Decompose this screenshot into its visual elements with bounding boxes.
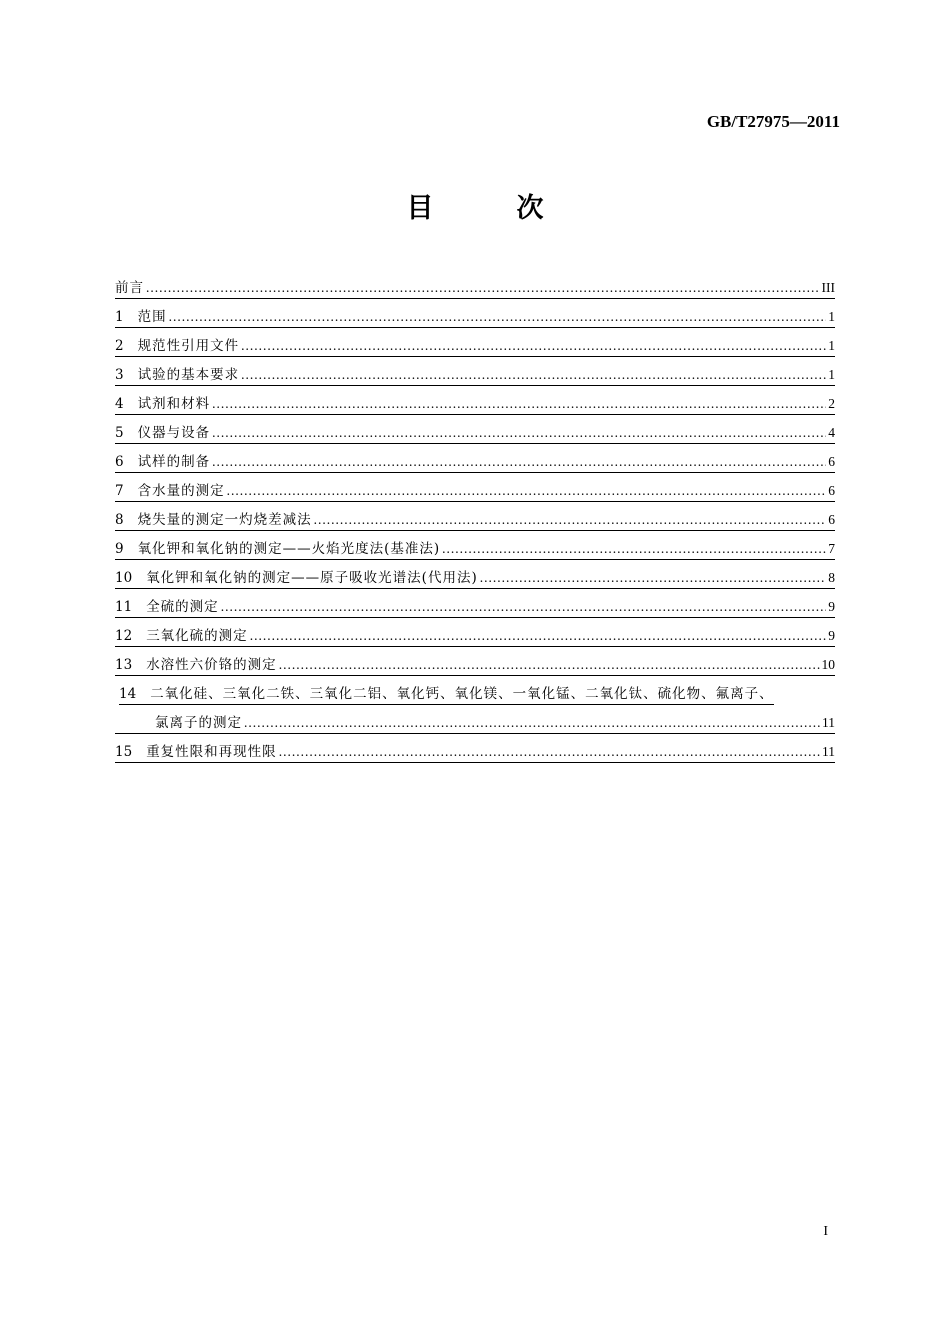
toc-entry-1[interactable]: [115, 299, 835, 328]
toc-entry-13[interactable]: [115, 647, 835, 676]
table-of-contents: [115, 270, 835, 763]
toc-leader-dots: [212, 423, 826, 443]
toc-leader-dots: [250, 626, 827, 646]
toc-leader-dots: [241, 336, 826, 356]
toc-entry-number: 1: [115, 309, 124, 325]
toc-entry-label-continued: 氯离子的测定: [155, 715, 242, 731]
toc-entry-page: 6: [828, 483, 835, 498]
toc-leader-dots: [314, 510, 827, 530]
toc-entry-number: 9: [115, 541, 124, 557]
toc-entry-page: 9: [828, 599, 835, 614]
toc-entry-number: 8: [115, 512, 124, 528]
toc-leader-dots: [221, 597, 827, 617]
toc-entry-label: 二氧化硅、三氧化二铁、三氧化二铝、氧化钙、氧化镁、一氧化锰、二氧化钛、硫化物、氟离子、: [150, 684, 774, 705]
toc-entry-page: III: [821, 280, 835, 295]
toc-entry-number: 12: [115, 628, 133, 644]
toc-entry-3[interactable]: [115, 357, 835, 386]
toc-entry-number: 7: [115, 483, 124, 499]
toc-entry-label: 全硫的测定: [146, 599, 219, 615]
toc-entry-label: 试样的制备: [137, 454, 211, 470]
toc-entry-number: 3: [115, 367, 124, 383]
toc-entry-2[interactable]: [115, 328, 835, 357]
toc-leader-dots: [244, 713, 820, 733]
toc-entry-page: 9: [828, 628, 835, 643]
toc-entry-page: 11: [822, 744, 835, 759]
toc-leader-dots: [442, 539, 826, 559]
toc-entry-page: 1: [828, 309, 835, 324]
toc-entry-label: 三氧化硫的测定: [146, 628, 248, 644]
toc-entry-preface[interactable]: [115, 270, 835, 299]
toc-leader-dots: [480, 568, 827, 588]
toc-leader-dots: [241, 365, 826, 385]
toc-entry-label: 水溶性六价铬的测定: [146, 657, 277, 673]
toc-leader-dots: [146, 278, 820, 298]
page-title: 目 次: [406, 193, 572, 224]
toc-entry-9[interactable]: [115, 531, 835, 560]
toc-entry-10[interactable]: [115, 560, 835, 589]
toc-entry-5[interactable]: [115, 415, 835, 444]
toc-entry-14-continued[interactable]: [115, 705, 835, 734]
toc-entry-15[interactable]: [115, 734, 835, 763]
toc-entry-label: 烧失量的测定一灼烧差减法: [137, 512, 312, 528]
toc-entry-page: 1: [828, 367, 835, 382]
toc-entry-page: 1: [828, 338, 835, 353]
toc-entry-label: 前言: [115, 280, 144, 296]
toc-entry-number: 5: [115, 425, 124, 441]
standard-code: GB/T27975—2011: [706, 112, 840, 131]
toc-leader-dots: [212, 394, 826, 414]
toc-entry-page: 7: [828, 541, 835, 556]
toc-entry-number: 14: [119, 684, 150, 705]
toc-entry-label: 重复性限和再现性限: [146, 744, 277, 760]
toc-entry-page: 6: [828, 454, 835, 469]
toc-entry-4[interactable]: [115, 386, 835, 415]
toc-entry-page: 11: [822, 715, 835, 730]
toc-entry-8[interactable]: [115, 502, 835, 531]
toc-entry-label: 试验的基本要求: [137, 367, 240, 383]
toc-entry-number: 2: [115, 338, 124, 354]
toc-entry-label: 试剂和材料: [137, 396, 211, 412]
toc-entry-label: 仪器与设备: [137, 425, 211, 441]
page-number: I: [823, 1224, 828, 1239]
toc-entry-label: 氧化钾和氧化钠的测定——火焰光度法(基准法): [137, 541, 441, 557]
toc-entry-label: 范围: [137, 309, 167, 325]
toc-entry-label: 规范性引用文件: [137, 338, 240, 354]
toc-entry-page: 2: [828, 396, 835, 411]
toc-entry-label: 氧化钾和氧化钠的测定——原子吸收光谱法(代用法): [146, 570, 478, 586]
toc-entry-number: 11: [115, 599, 133, 615]
toc-entry-14[interactable]: [115, 676, 835, 705]
toc-entry-6[interactable]: [115, 444, 835, 473]
toc-entry-number: 6: [115, 454, 124, 470]
toc-entry-page: 6: [828, 512, 835, 527]
toc-leader-dots: [227, 481, 827, 501]
toc-entry-number: 4: [115, 396, 124, 412]
toc-entry-11[interactable]: [115, 589, 835, 618]
toc-leader-dots: [169, 307, 827, 327]
toc-leader-dots: [279, 742, 820, 762]
toc-leader-dots: [212, 452, 826, 472]
toc-entry-label: 含水量的测定: [137, 483, 225, 499]
toc-entry-number: 13: [115, 657, 133, 673]
toc-entry-number: 15: [115, 744, 133, 760]
toc-entry-7[interactable]: [115, 473, 835, 502]
toc-entry-page: 4: [828, 425, 835, 440]
toc-entry-12[interactable]: [115, 618, 835, 647]
toc-entry-page: 10: [821, 657, 835, 672]
toc-entry-page: 8: [828, 570, 835, 585]
toc-entry-number: 10: [115, 570, 133, 586]
toc-leader-dots: [279, 655, 820, 675]
